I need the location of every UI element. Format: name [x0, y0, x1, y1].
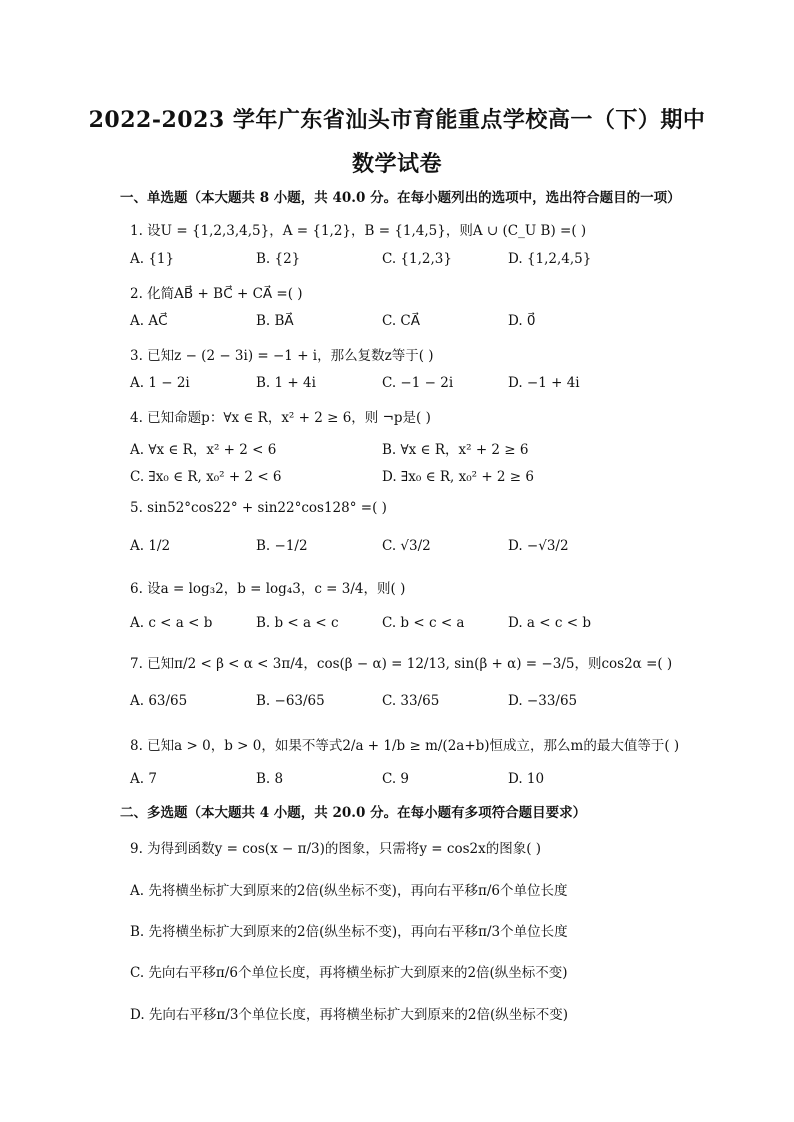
question-8-stem: 8. 已知a > 0，b > 0，如果不等式2/a + 1/b ≥ m/(2a+b)恒成立，那么m的最大值等于( ): [130, 738, 680, 754]
exam-title-line1: 2022-2023 学年广东省汕头市育能重点学校高一（下）期中: [88, 107, 706, 133]
question-8-option-b: B. 8: [256, 771, 284, 787]
question-4-option-c: C. ∃x₀ ∈ R, x₀² + 2 < 6: [130, 469, 282, 485]
question-7-option-c: C. 33/65: [382, 693, 440, 709]
question-3-stem: 3. 已知z − (2 − 3i) = −1 + i，那么复数z等于( ): [130, 348, 434, 364]
question-4-stem: 4. 已知命题p：∀x ∈ R，x² + 2 ≥ 6，则 ¬p是( ): [130, 410, 431, 426]
question-1-option-b: B. {2}: [256, 251, 301, 267]
question-2-option-d: D. 0⃗: [508, 313, 536, 329]
question-2-option-c: C. CA⃗: [382, 313, 420, 329]
question-1-stem: 1. 设U = {1,2,3,4,5}，A = {1,2}，B = {1,4,5}，则A ∪ (C_U B) =( ): [130, 223, 587, 239]
question-3-option-a: A. 1 − 2i: [130, 375, 190, 391]
question-3-option-c: C. −1 − 2i: [382, 375, 454, 391]
question-8-option-d: D. 10: [508, 771, 545, 787]
question-1-option-c: C. {1,2,3}: [382, 251, 452, 267]
question-7-stem: 7. 已知π/2 < β < α < 3π/4，cos(β − α) = 12/13, sin(β + α) = −3/5，则cos2α =( ): [130, 656, 673, 672]
question-5-option-c: C. √3/2: [382, 538, 431, 554]
question-6-option-c: C. b < c < a: [382, 615, 465, 631]
question-5-stem: 5. sin52°cos22° + sin22°cos128° =( ): [130, 500, 387, 516]
question-9-option-d: D. 先向右平移π/3个单位长度，再将横坐标扩大到原来的2倍(纵坐标不变): [130, 1007, 569, 1023]
question-4-option-a: A. ∀x ∈ R，x² + 2 < 6: [130, 442, 277, 458]
question-9-option-c: C. 先向右平移π/6个单位长度，再将横坐标扩大到原来的2倍(纵坐标不变): [130, 965, 568, 981]
question-4-option-d: D. ∃x₀ ∈ R, x₀² + 2 ≥ 6: [382, 469, 535, 485]
question-7-option-d: D. −33/65: [508, 693, 578, 709]
question-9-stem: 9. 为得到函数y = cos(x − π/3)的图象，只需将y = cos2x的图象( ): [130, 841, 542, 857]
question-1-option-a: A. {1}: [130, 251, 175, 267]
question-1-option-d: D. {1,2,4,5}: [508, 251, 592, 267]
question-9-option-a: A. 先将横坐标扩大到原来的2倍(纵坐标不变)，再向右平移π/6个单位长度: [130, 883, 568, 899]
question-8-option-c: C. 9: [382, 771, 410, 787]
section-heading-multiple-choice: 二、多选题（本大题共 4 小题，共 20.0 分。在每小题有多项符合题目要求）: [120, 805, 587, 821]
question-9-option-b: B. 先将横坐标扩大到原来的2倍(纵坐标不变)，再向右平移π/3个单位长度: [130, 924, 568, 940]
question-3-option-d: D. −1 + 4i: [508, 375, 580, 391]
question-5-option-a: A. 1/2: [130, 538, 171, 554]
question-5-option-d: D. −√3/2: [508, 538, 569, 554]
question-6-option-b: B. b < a < c: [256, 615, 339, 631]
question-8-option-a: A. 7: [130, 771, 157, 787]
question-6-option-a: A. c < a < b: [130, 615, 213, 631]
question-7-option-a: A. 63/65: [130, 693, 188, 709]
question-2-option-b: B. BA⃗: [256, 313, 294, 329]
question-6-stem: 6. 设a = log₃2，b = log₄3，c = 3/4，则( ): [130, 581, 406, 597]
question-7-option-b: B. −63/65: [256, 693, 325, 709]
section-heading-single-choice: 一、单选题（本大题共 8 小题，共 40.0 分。在每小题列出的选项中，选出符合题目的一项）: [120, 190, 681, 206]
question-3-option-b: B. 1 + 4i: [256, 375, 316, 391]
question-2-stem: 2. 化简AB⃗ + BC⃗ + CA⃗ =( ): [130, 286, 303, 302]
question-4-option-b: B. ∀x ∈ R，x² + 2 ≥ 6: [382, 442, 529, 458]
question-5-option-b: B. −1/2: [256, 538, 308, 554]
question-6-option-d: D. a < c < b: [508, 615, 591, 631]
exam-title-line2: 数学试卷: [351, 151, 442, 177]
question-2-option-a: A. AC⃗: [130, 313, 168, 329]
